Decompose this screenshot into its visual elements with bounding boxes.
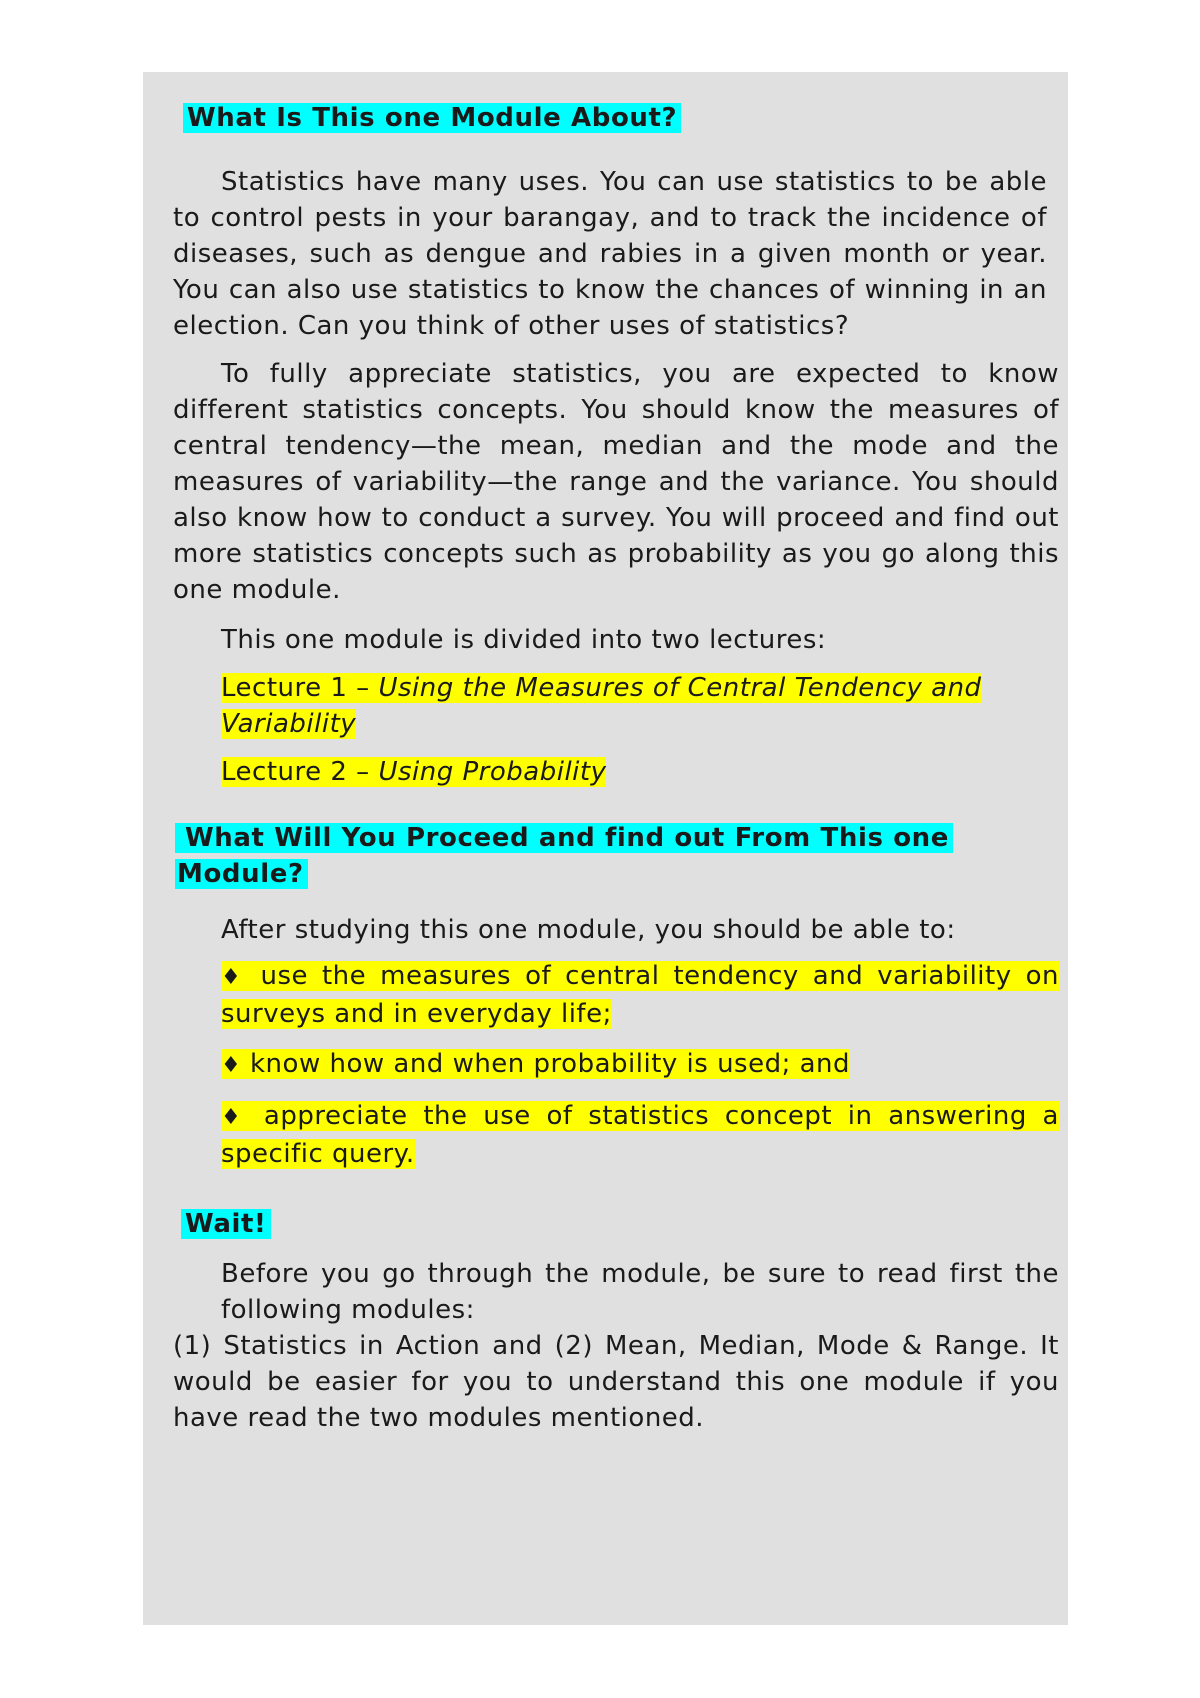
lecture-2-item	[221, 754, 1059, 790]
lecture-2-prefix: Lecture 2 –	[221, 757, 379, 787]
lecture-1-title: Using the Measures of Central Tendency and Variability	[221, 673, 982, 739]
diamond-bullet-icon: ♦	[221, 1105, 249, 1130]
section-heading-wait: Wait!	[181, 1206, 1059, 1242]
lecture-2-title: Using Probability	[378, 757, 607, 787]
paragraph-statistics-concepts: To fully appreciate statistics, you are expected to know different statistics concepts. You should know the measures of central tendency—the mean, median and the mode and the measures of variability—the range and the variance. You should also know how to conduct a survey. You will proceed and find out more statistics concepts such as probability as you go along this one module.	[173, 359, 1059, 605]
paragraph-prerequisites-intro: Before you go through the module, be sure to read first the following modules:	[221, 1259, 1059, 1325]
paragraph-uses-of-statistics: Statistics have many uses. You can use statistics to be able to control pests in your barangay, and to track the incidence of diseases, such as dengue and rabies in a given month or year. You can also use statistics to know the chances of winning in an election. Can you think of other uses of statistics?	[173, 167, 1047, 341]
paragraph-prerequisite-modules: (1) Statistics in Action and (2) Mean, Median, Mode & Range. It would be easier for you to understand this one module if you have read the two modules mentioned.	[173, 1331, 1059, 1433]
objective-item-2: ♦ know how and when probability is used; and	[221, 1049, 851, 1079]
section-heading-module-about: What Is This one Module About?	[183, 100, 1059, 136]
objective-item-1: ♦ use the measures of central tendency and variability on surveys and in everyday life;	[221, 961, 1059, 1029]
diamond-bullet-icon: ♦	[221, 965, 247, 990]
lecture-1-prefix: Lecture 1 –	[221, 673, 379, 703]
paragraph-objectives-intro: After studying this one module, you should be able to:	[221, 915, 956, 945]
objective-item-3: ♦ appreciate the use of statistics concept in answering a specific query.	[221, 1101, 1059, 1169]
lecture-1-item	[221, 670, 1039, 742]
diamond-bullet-icon: ♦	[221, 1053, 242, 1078]
paragraph-lectures-intro: This one module is divided into two lectures:	[221, 625, 827, 655]
module-content	[173, 100, 1059, 1436]
section-heading-learning-objectives: What Will You Proceed and find out From This one Module?	[175, 820, 1059, 892]
module-page	[143, 72, 1068, 1625]
